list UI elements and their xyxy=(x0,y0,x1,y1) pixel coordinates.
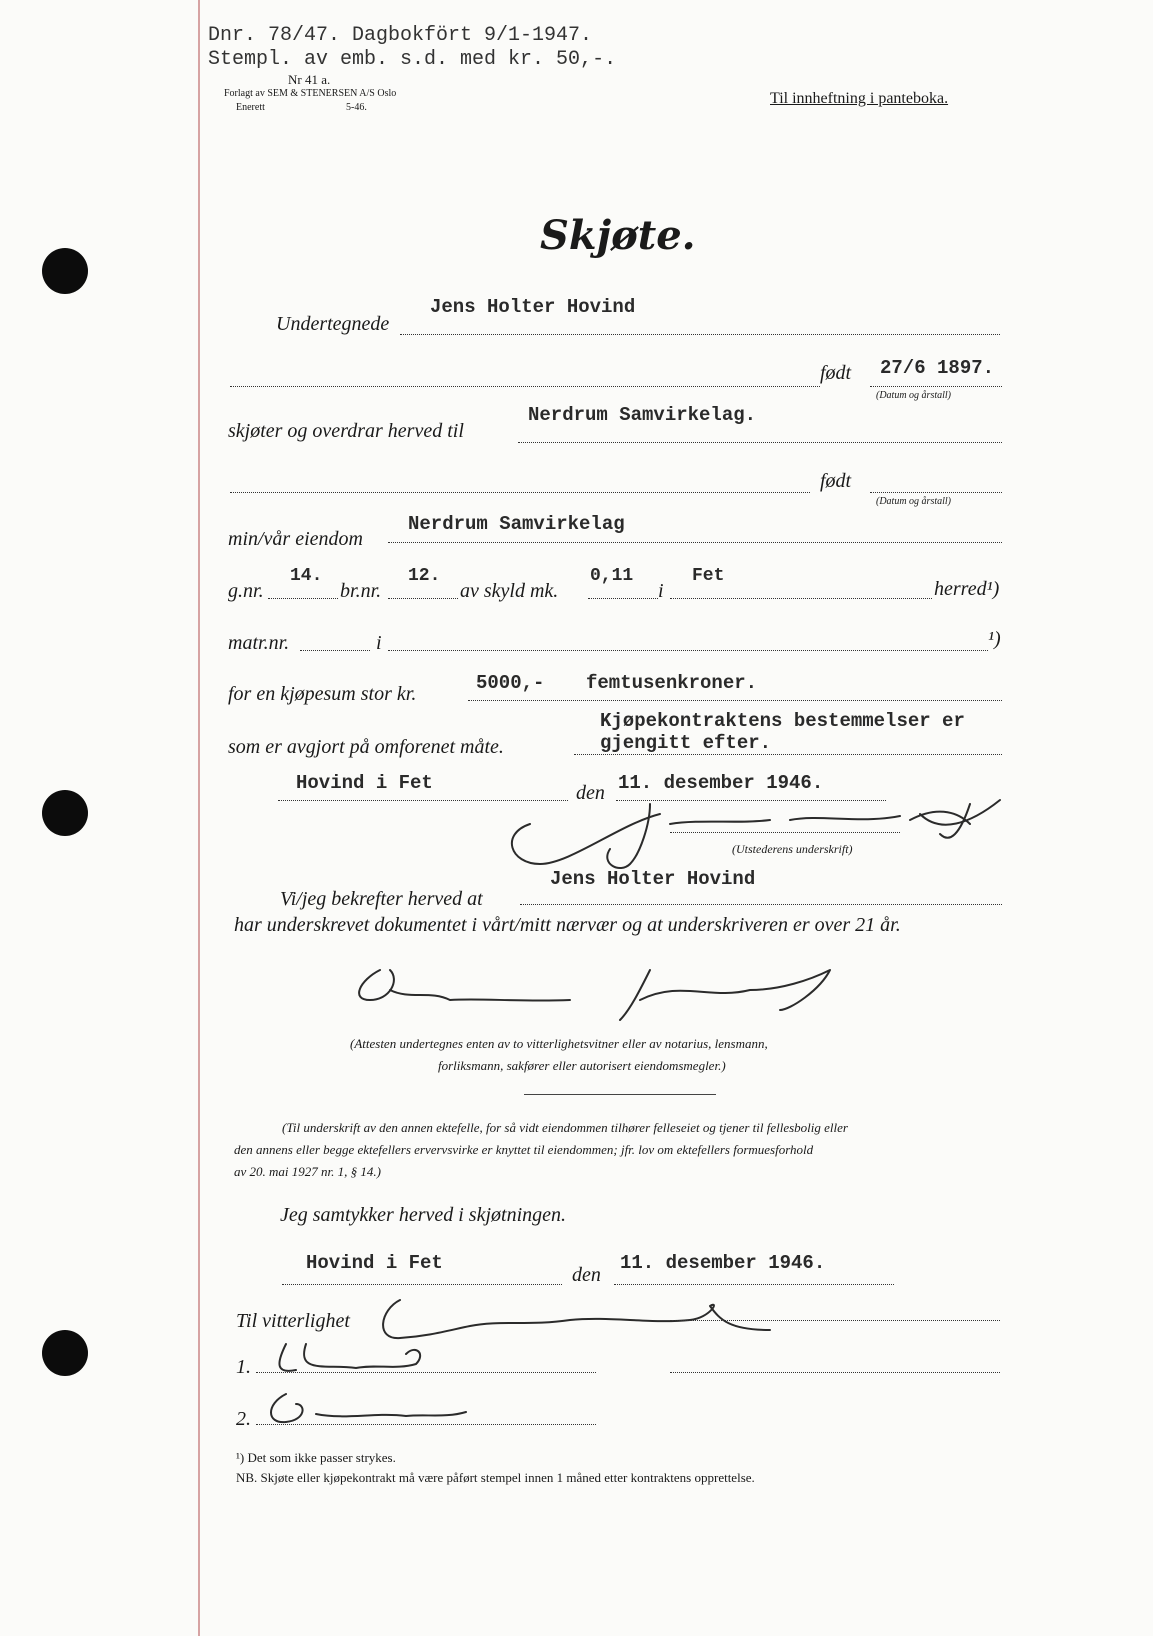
publisher-line: Forlagt av SEM & STENERSEN A/S Oslo xyxy=(224,88,397,99)
punch-hole xyxy=(42,1330,88,1376)
fill-line xyxy=(230,386,820,387)
attest-note-line1: (Attesten undertegnes enten av to vitterlighetsvitner eller av notarius, lensmann, xyxy=(350,1036,768,1051)
witness2-signature xyxy=(266,1384,476,1434)
avgjort-label: som er avgjort på omforenet måte. xyxy=(228,736,504,758)
margin-rule xyxy=(198,0,200,1636)
datum-hint-2: (Datum og årstall) xyxy=(876,496,951,507)
skjoter-label: skjøter og overdrar herved til xyxy=(228,420,464,442)
skyld-value: 0,11 xyxy=(590,566,634,586)
footnote-2: NB. Skjøte eller kjøpekontrakt må være påført stempel innen 1 måned etter kontraktens opprettelse. xyxy=(236,1470,755,1485)
registry-line-2: Stempl. av emb. s.d. med kr. 50,-. xyxy=(208,48,617,71)
matr-i-label: i xyxy=(376,632,382,654)
avgjort-value-line2: gjengitt efter. xyxy=(600,732,772,754)
fill-line xyxy=(870,492,1002,493)
fill-line xyxy=(282,1284,562,1285)
seller-name: Jens Holter Hovind xyxy=(430,296,636,318)
witness1-signature xyxy=(266,1334,436,1384)
gnr-value: 14. xyxy=(290,566,323,586)
matr-note: ¹) xyxy=(988,628,1001,650)
fill-line xyxy=(574,754,1002,755)
fill-line xyxy=(468,700,1002,701)
document-title: Skjøte. xyxy=(540,212,696,259)
publisher-date: 5-46. xyxy=(346,102,367,113)
footnote-1: ¹) Det som ikke passer strykes. xyxy=(236,1450,396,1465)
datum-hint: (Datum og årstall) xyxy=(876,390,951,401)
fodt-label-2: født xyxy=(820,470,852,492)
fill-line xyxy=(670,598,932,599)
brnr-value: 12. xyxy=(408,566,441,586)
spouse-note-line1: (Til underskrift av den annen ektefelle, for så vidt eiendommen tilhører felleseiet og tjener til fellesbolig eller xyxy=(282,1120,848,1135)
fill-line xyxy=(300,650,370,651)
fill-line xyxy=(520,904,1002,905)
fill-line xyxy=(230,492,810,493)
date-value: 11. desember 1946. xyxy=(618,772,824,794)
utsteder-name: Jens Holter Hovind xyxy=(550,868,756,890)
i-label: i xyxy=(658,580,664,602)
den-label: den xyxy=(576,782,605,804)
fill-line xyxy=(518,442,1002,443)
form-number: Nr 41 a. xyxy=(288,72,331,87)
bekrefter-label: Vi/jeg bekrefter herved at xyxy=(280,888,483,910)
fill-line xyxy=(400,334,1000,335)
samtykke-label: Jeg samtykker herved i skjøtningen. xyxy=(280,1204,567,1226)
den2-label: den xyxy=(572,1264,601,1286)
avgjort-value-line1: Kjøpekontraktens bestemmelser er xyxy=(600,710,965,732)
fill-line xyxy=(670,1372,1000,1373)
vitterlighet-label: Til vitterlighet xyxy=(236,1310,350,1332)
punch-hole xyxy=(42,248,88,294)
undertegnede-label: Undertegnede xyxy=(276,313,390,335)
publisher-enerett: Enerett xyxy=(236,102,265,113)
fill-line xyxy=(670,1320,1000,1321)
spouse-note-line2: den annens eller begge ektefellers ervervsvirke er knyttet til eiendommen; jfr. lov om ektefellers formuesforhold xyxy=(234,1142,814,1157)
place2-value: Hovind i Fet xyxy=(306,1252,443,1274)
divider xyxy=(524,1094,716,1095)
buyer-name: Nerdrum Samvirkelag. xyxy=(528,404,757,426)
witness2-number: 2. xyxy=(236,1408,251,1430)
fill-line xyxy=(268,598,338,599)
attest-note-line2: forliksmann, sakfører eller autorisert eiendomsmegler.) xyxy=(438,1058,726,1073)
fill-line xyxy=(388,650,988,651)
herred-value: Fet xyxy=(692,566,725,586)
fodt-label: født xyxy=(820,362,852,384)
fill-line xyxy=(588,598,658,599)
skyld-label: av skyld mk. xyxy=(460,580,559,602)
registry-line-1: Dnr. 78/47. Dagbokfört 9/1-1947. xyxy=(208,24,593,47)
fill-line xyxy=(870,386,1002,387)
seller-birthdate: 27/6 1897. xyxy=(880,357,995,379)
utsteder-hint: (Utstederens underskrift) xyxy=(732,842,853,856)
property-name: Nerdrum Samvirkelag xyxy=(408,513,625,535)
kjopesum-value: 5000,- xyxy=(476,672,545,694)
herred-label: herred¹) xyxy=(934,578,1000,600)
attest-signatures xyxy=(350,960,870,1030)
binding-note: Til innheftning i panteboka. xyxy=(770,90,949,107)
matr-label: matr.nr. xyxy=(228,632,290,654)
gnr-label: g.nr. xyxy=(228,580,264,602)
fill-line xyxy=(388,598,458,599)
signature-line xyxy=(670,832,900,833)
brnr-label: br.nr. xyxy=(340,580,382,602)
kjopesum-words: femtusenkroner. xyxy=(586,672,758,694)
witness1-number: 1. xyxy=(236,1356,251,1378)
spouse-note-line3: av 20. mai 1927 nr. 1, § 14.) xyxy=(234,1164,381,1179)
place-value: Hovind i Fet xyxy=(296,772,433,794)
bekrefter-text: har underskrevet dokumentet i vårt/mitt nærvær og at underskriveren er over 21 år. xyxy=(234,914,901,936)
fill-line xyxy=(614,1284,894,1285)
fill-line xyxy=(388,542,1002,543)
kjopesum-label: for en kjøpesum stor kr. xyxy=(228,683,417,705)
date2-value: 11. desember 1946. xyxy=(620,1252,826,1274)
punch-hole xyxy=(42,790,88,836)
eiendom-label: min/vår eiendom xyxy=(228,528,363,550)
